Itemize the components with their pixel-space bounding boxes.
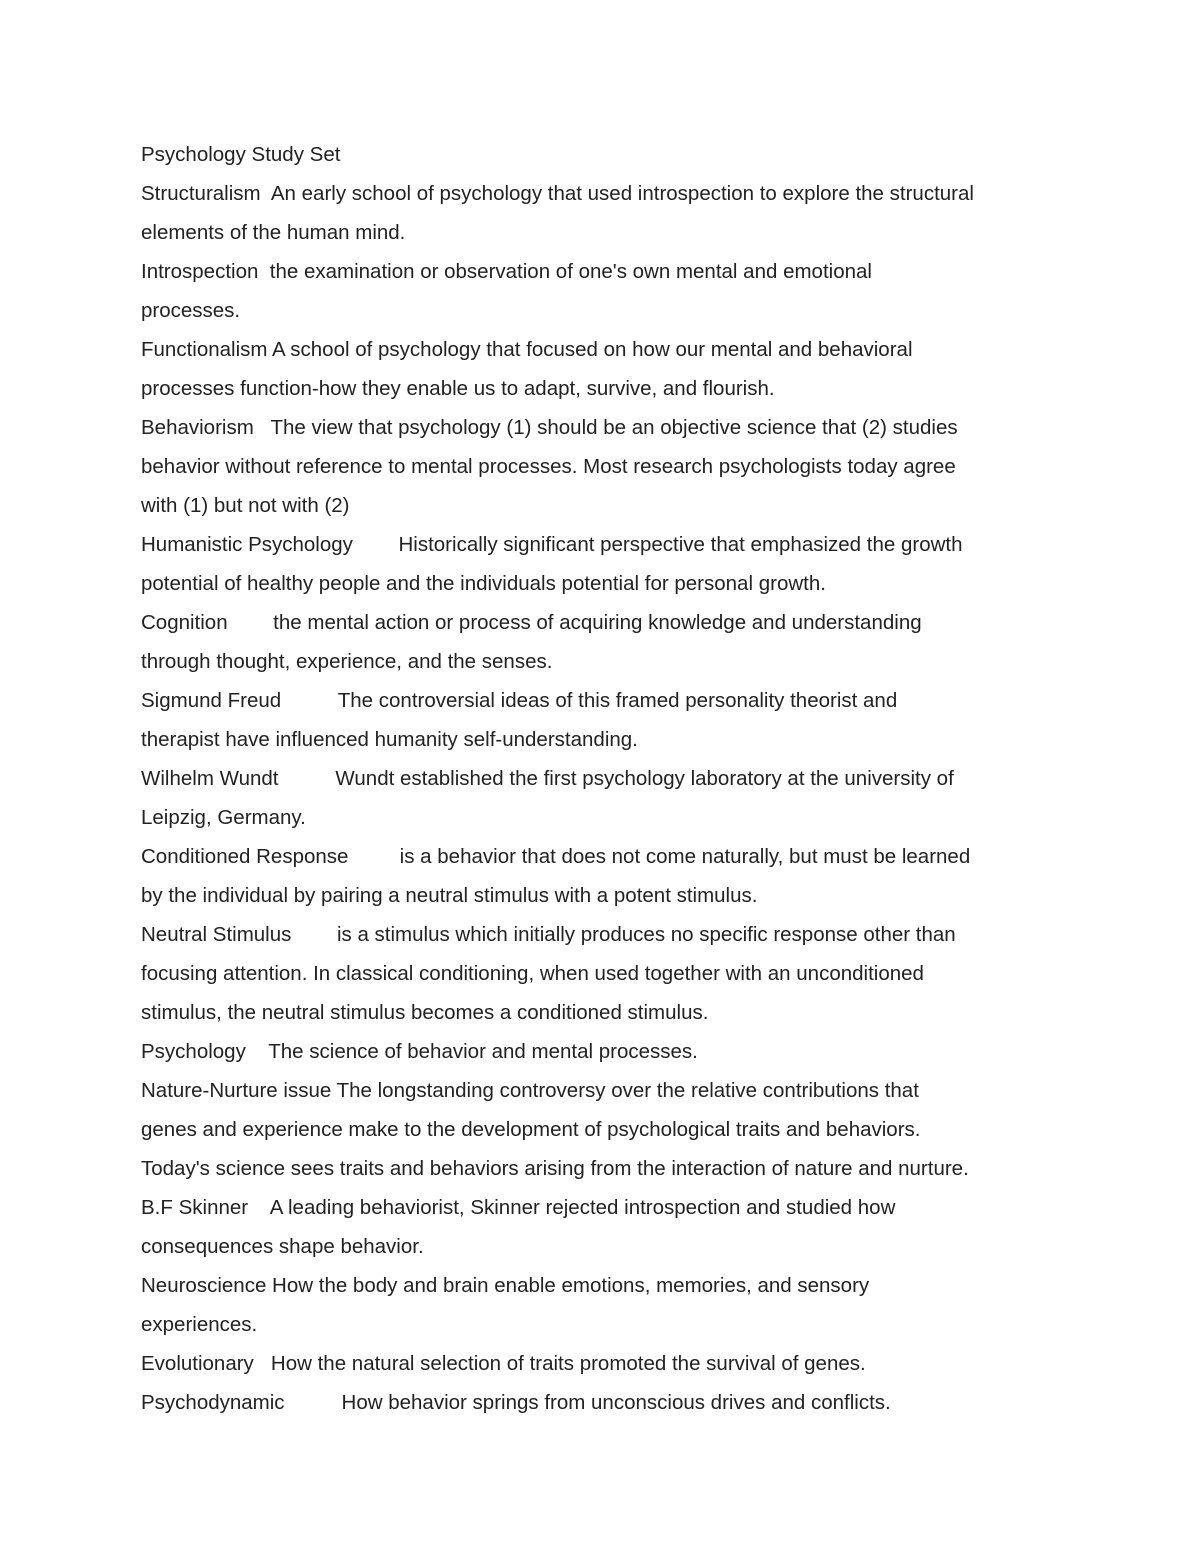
text-line-5: Functionalism A school of psychology that focused on how our mental and behavioral <box>141 338 913 361</box>
text-line-20: Neutral Stimulus is a stimulus which initially produces no specific response other than <box>141 923 956 946</box>
text-line-32: Psychodynamic How behavior springs from unconscious drives and conflicts. <box>141 1391 891 1414</box>
text-line-9: with (1) but not with (2) <box>141 494 350 517</box>
text-line-25: genes and experience make to the development of psychological traits and behaviors. <box>141 1118 921 1141</box>
text-line-11: potential of healthy people and the individuals potential for personal growth. <box>141 572 826 595</box>
text-line-1: Structuralism An early school of psychology that used introspection to explore the structural <box>141 182 974 205</box>
text-line-4: processes. <box>141 299 241 322</box>
text-line-23: Psychology The science of behavior and mental processes. <box>141 1040 698 1063</box>
text-line-24: Nature-Nurture issue The longstanding controversy over the relative contributions that <box>141 1079 919 1102</box>
text-line-15: therapist have influenced humanity self-understanding. <box>141 728 638 751</box>
text-line-13: through thought, experience, and the senses. <box>141 650 553 673</box>
text-line-19: by the individual by pairing a neutral stimulus with a potent stimulus. <box>141 884 758 907</box>
text-line-10: Humanistic Psychology Historically significant perspective that emphasized the growth <box>141 533 963 556</box>
text-line-12: Cognition the mental action or process of acquiring knowledge and understanding <box>141 611 922 634</box>
text-line-28: consequences shape behavior. <box>141 1235 424 1258</box>
text-line-26: Today's science sees traits and behaviors arising from the interaction of nature and nurture. <box>141 1157 969 1180</box>
text-line-31: Evolutionary How the natural selection of traits promoted the survival of genes. <box>141 1352 866 1375</box>
text-line-7: Behaviorism The view that psychology (1) should be an objective science that (2) studies <box>141 416 958 439</box>
text-line-3: Introspection the examination or observation of one's own mental and emotional <box>141 260 872 283</box>
text-line-21: focusing attention. In classical conditioning, when used together with an unconditioned <box>141 962 924 985</box>
text-line-6: processes function-how they enable us to adapt, survive, and flourish. <box>141 377 775 400</box>
text-line-18: Conditioned Response is a behavior that does not come naturally, but must be learned <box>141 845 971 868</box>
text-line-17: Leipzig, Germany. <box>141 806 306 829</box>
text-line-14: Sigmund Freud The controversial ideas of this framed personality theorist and <box>141 689 898 712</box>
document-title: Psychology Study Set <box>141 143 341 166</box>
text-line-8: behavior without reference to mental processes. Most research psychologists today agree <box>141 455 956 478</box>
text-line-2: elements of the human mind. <box>141 221 406 244</box>
text-line-30: experiences. <box>141 1313 258 1336</box>
text-line-27: B.F Skinner A leading behaviorist, Skinner rejected introspection and studied how <box>141 1196 896 1219</box>
text-line-22: stimulus, the neutral stimulus becomes a conditioned stimulus. <box>141 1001 709 1024</box>
text-line-16: Wilhelm Wundt Wundt established the first psychology laboratory at the university of <box>141 767 954 790</box>
text-line-29: Neuroscience How the body and brain enable emotions, memories, and sensory <box>141 1274 870 1297</box>
document-page <box>141 135 1071 1422</box>
